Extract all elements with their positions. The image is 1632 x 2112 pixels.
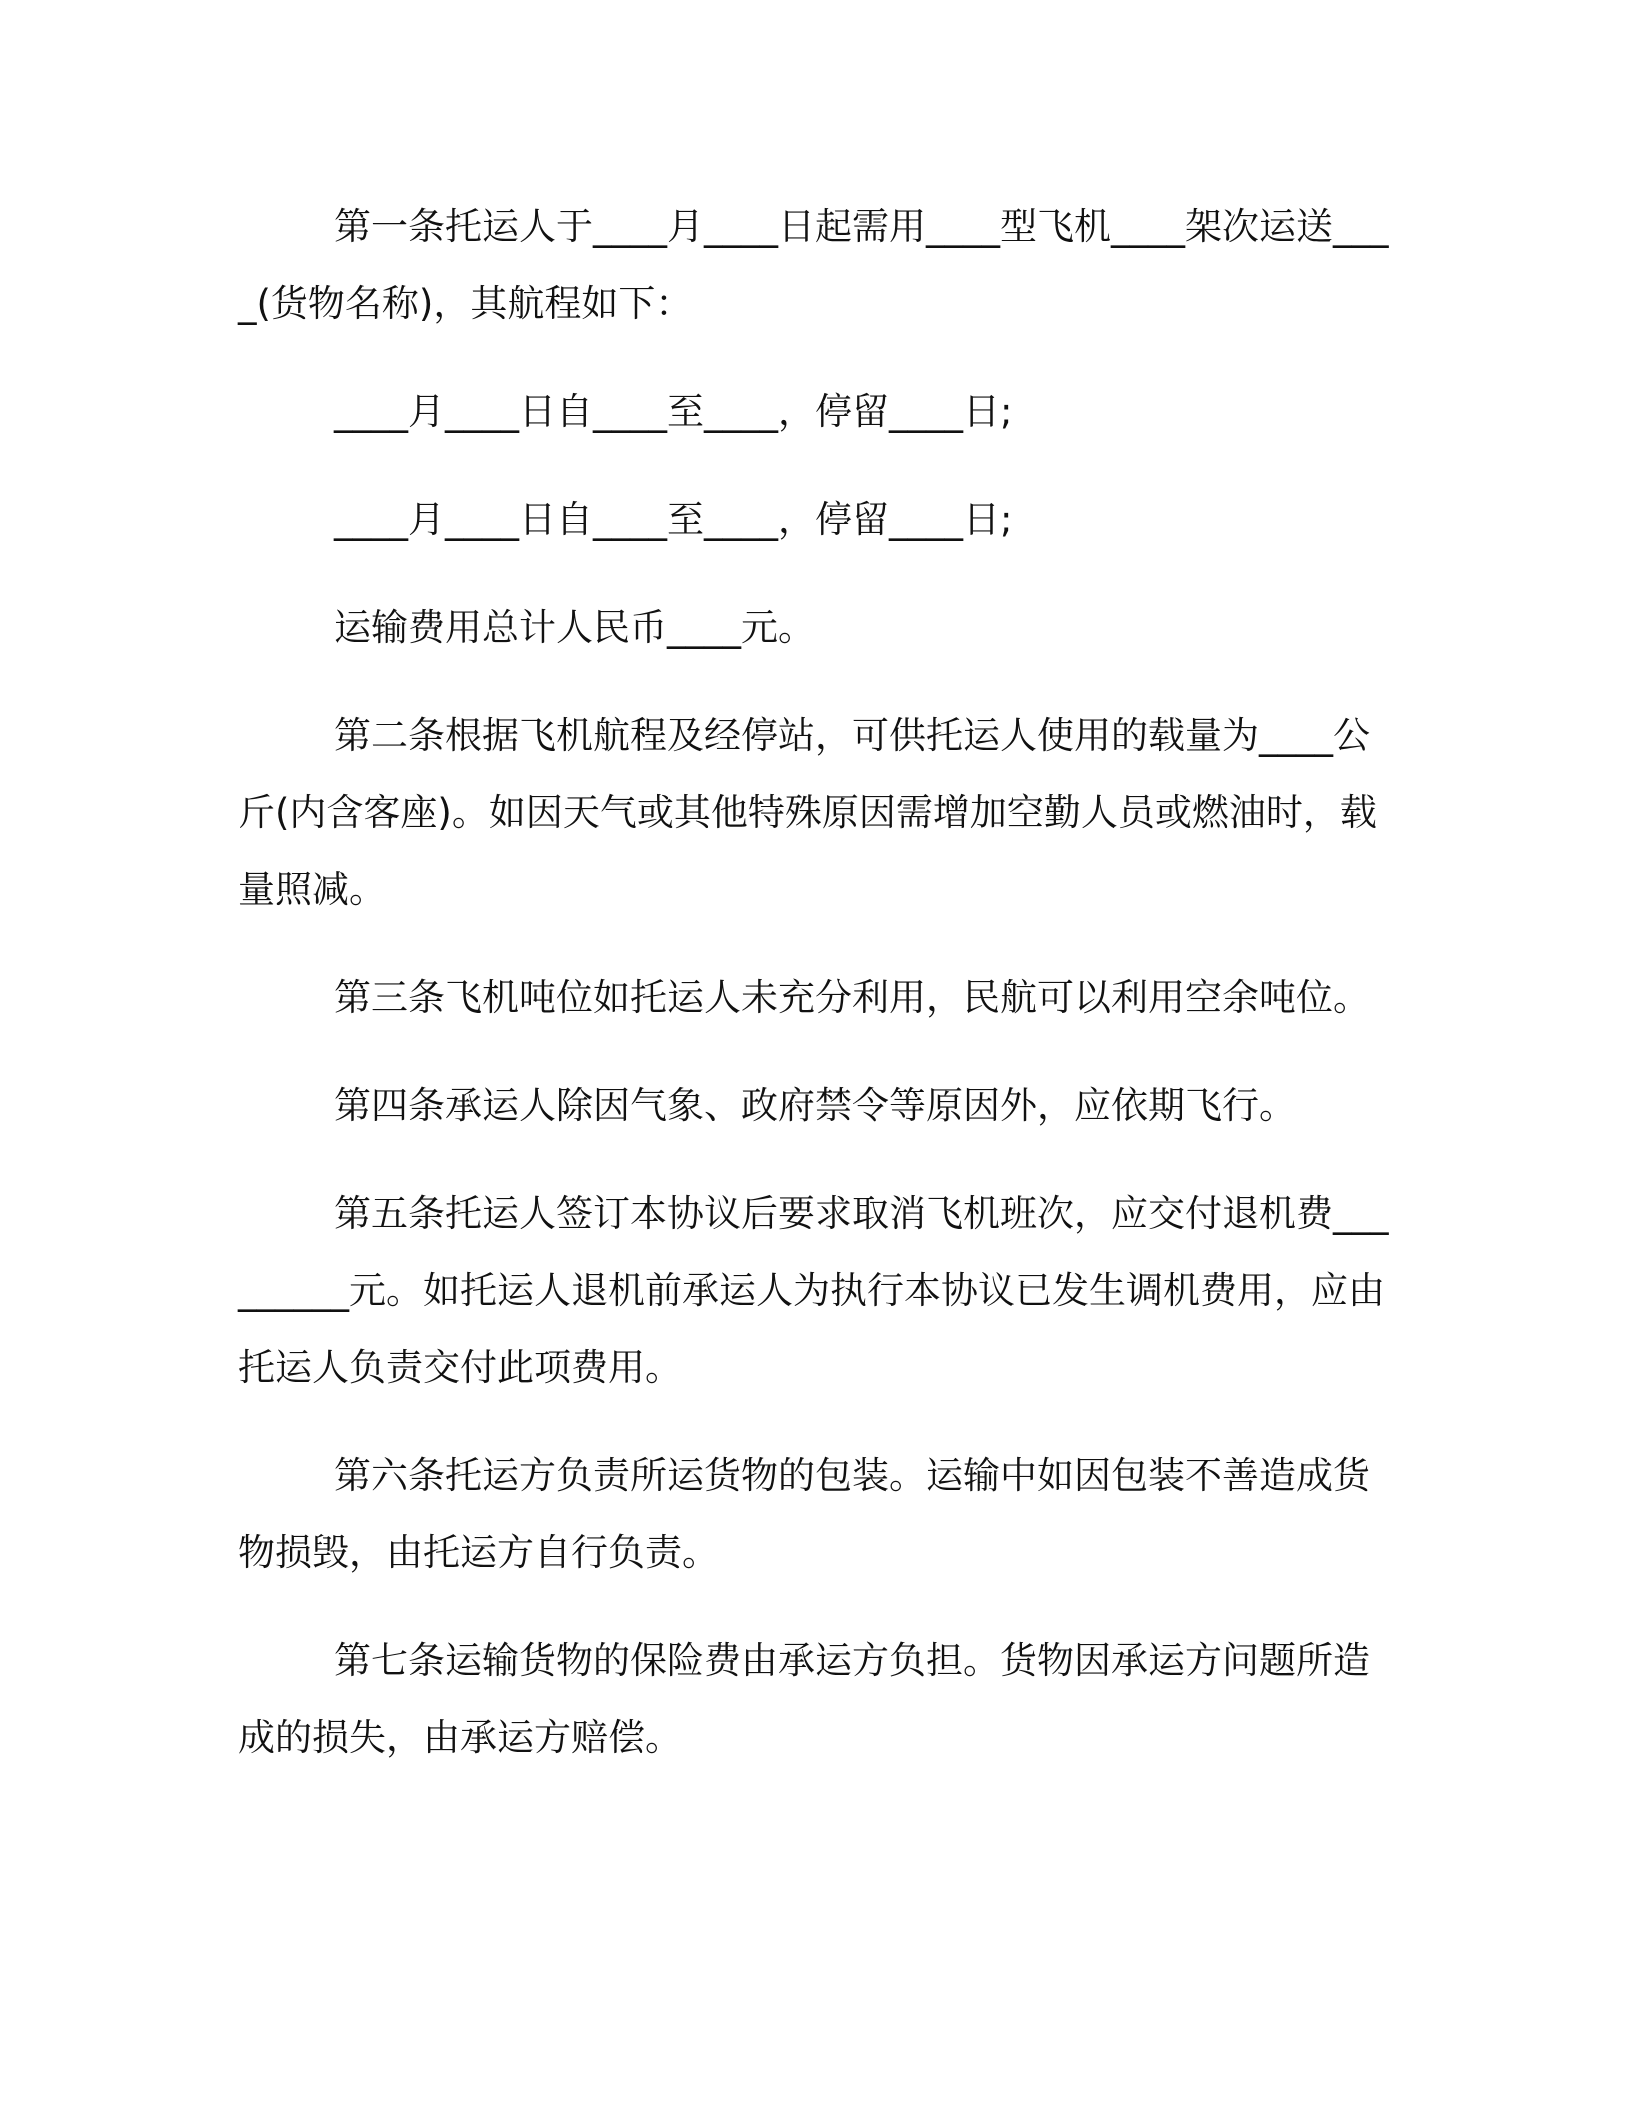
article-5-paragraph: 第五条托运人签订本协议后要求取消飞机班次，应交付退机费_________元。如托运人退机前承运人为执行本协议已发生调机费用，应由托运人负责交付此项费用。 [238, 1192, 1389, 1389]
document-body [238, 188, 1394, 1807]
itinerary-line-2: ____月____日自____至____，停留____日; [334, 498, 1013, 541]
article-2-paragraph: 第二条根据飞机航程及经停站，可供托运人使用的载量为____公斤(内含客座)。如因天气或其他特殊原因需增加空勤人员或燃油时，载量照减。 [238, 714, 1377, 911]
article-4-paragraph: 第四条承运人除因气象、政府禁令等原因外，应依期飞行。 [334, 1084, 1296, 1127]
total-fee-paragraph: 运输费用总计人民币____元。 [334, 606, 815, 649]
article-3-paragraph: 第三条飞机吨位如托运人未充分利用，民航可以利用空余吨位。 [334, 976, 1370, 1019]
article-6-paragraph: 第六条托运方负责所运货物的包装。运输中如因包装不善造成货物损毁，由托运方自行负责。 [238, 1454, 1370, 1574]
article-7-paragraph: 第七条运输货物的保险费由承运方负担。货物因承运方问题所造成的损失，由承运方赔偿。 [238, 1639, 1370, 1759]
itinerary-line-1: ____月____日自____至____，停留____日; [334, 390, 1013, 433]
article-1-paragraph: 第一条托运人于____月____日起需用____型飞机____架次运送____(货物名称)，其航程如下： [238, 205, 1389, 325]
